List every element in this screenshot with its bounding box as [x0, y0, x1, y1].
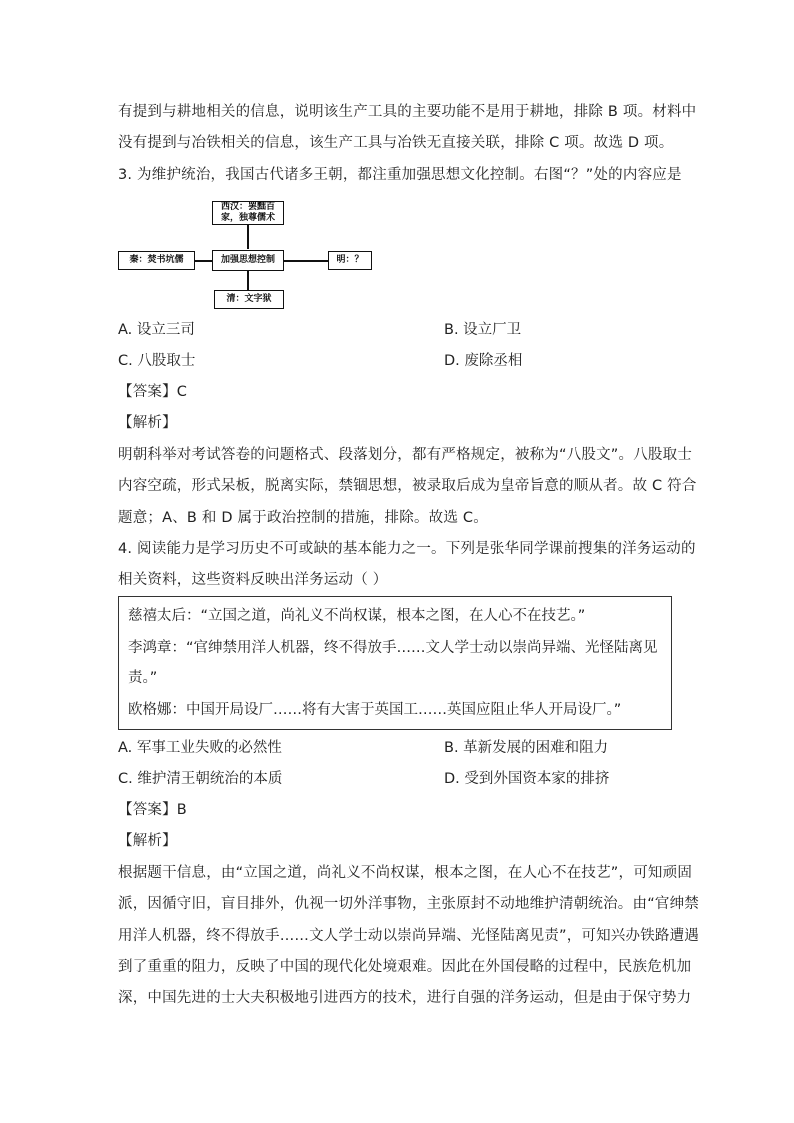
analysis-line: 明朝科举对考试答卷的问题格式、段落划分，都有严格规定，被称为“八股文”。八股取士	[118, 447, 693, 463]
question-3-stem: 3. 为维护统治，我国古代诸多王朝，都注重加强思想文化控制。右图“？”处的内容应是	[118, 167, 682, 183]
answer-label: 【答案】C	[118, 384, 188, 400]
option-a: A. 军事工业失败的必然性	[118, 740, 282, 756]
question-4-stem: 相关资料，这些资料反映出洋务运动（ ）	[118, 572, 388, 588]
material-line: 李鸿章：“官绅禁用洋人机器，终不得放手……文人学士动以崇尚异端、光怪陆离见	[128, 640, 658, 656]
diagram-box-western-han: 西汉：罢黜百家，独尊儒术	[212, 201, 284, 225]
option-b: B. 革新发展的困难和阻力	[444, 740, 609, 756]
answer-label: 【答案】B	[118, 802, 187, 818]
diagram-connector	[247, 223, 249, 249]
question-4-stem: 4. 阅读能力是学习历史不可或缺的基本能力之一。下列是张华同学课前搜集的洋务运动的	[118, 541, 696, 557]
material-line: 责。”	[128, 670, 158, 686]
analysis-label: 【解析】	[118, 833, 177, 849]
analysis-line: 题意；A、B 和 D 属于政治控制的措施，排除。故选 C。	[118, 510, 488, 526]
diagram-box-ming: 明：？	[328, 251, 372, 270]
analysis-line: 用洋人机器，终不得放手……文人学士动以崇尚异端、光怪陆离见责”，可知兴办铁路遭遇	[118, 928, 700, 944]
diagram-box-qin: 秦：焚书坑儒	[118, 251, 195, 270]
material-line: 欧格娜：中国开局设厂……将有大害于英国工……英国应阻止华人开局设厂。”	[128, 702, 622, 718]
diagram-box-center: 加强思想控制	[212, 250, 284, 271]
diagram-connector	[284, 260, 328, 262]
option-a: A. 设立三司	[118, 322, 195, 338]
analysis-line: 内容空疏，形式呆板，脱离实际，禁锢思想，被录取后成为皇帝旨意的顺从者。故 C 符合	[118, 478, 697, 494]
option-b: B. 设立厂卫	[444, 322, 522, 338]
analysis-line: 派，因循守旧，盲目排外，仇视一切外洋事物，主张原封不动地维护清朝统治。由“官绅禁	[118, 896, 700, 912]
analysis-label: 【解析】	[118, 415, 177, 431]
diagram-connector	[194, 260, 213, 262]
option-c: C. 维护清王朝统治的本质	[118, 771, 283, 787]
option-c: C. 八股取士	[118, 353, 196, 369]
diagram-box-qing: 清：文字狱	[214, 290, 284, 309]
thought-control-diagram	[118, 198, 378, 310]
option-d: D. 废除丞相	[444, 353, 523, 369]
material-line: 慈禧太后：“立国之道，尚礼义不尚权谋，根本之图，在人心不在技艺。”	[128, 608, 586, 624]
option-d: D. 受到外国资本家的排挤	[444, 771, 610, 787]
material-box	[118, 596, 672, 730]
analysis-line: 到了重重的阻力，反映了中国的现代化处境艰难。因此在外国侵略的过程中，民族危机加	[118, 959, 692, 975]
analysis-line: 深，中国先进的士大夫积极地引进西方的技术，进行自强的洋务运动，但是由于保守势力	[118, 990, 692, 1006]
paragraph-line: 没有提到与冶铁相关的信息，该生产工具与冶铁无直接关联，排除 C 项。故选 D 项。	[118, 135, 674, 151]
diagram-connector	[247, 271, 249, 292]
analysis-line: 根据题干信息，由“立国之道，尚礼义不尚权谋，根本之图，在人心不在技艺”，可知顽固	[118, 865, 693, 881]
paragraph-line: 有提到与耕地相关的信息，说明该生产工具的主要功能不是用于耕地，排除 B 项。材料中	[118, 104, 697, 120]
